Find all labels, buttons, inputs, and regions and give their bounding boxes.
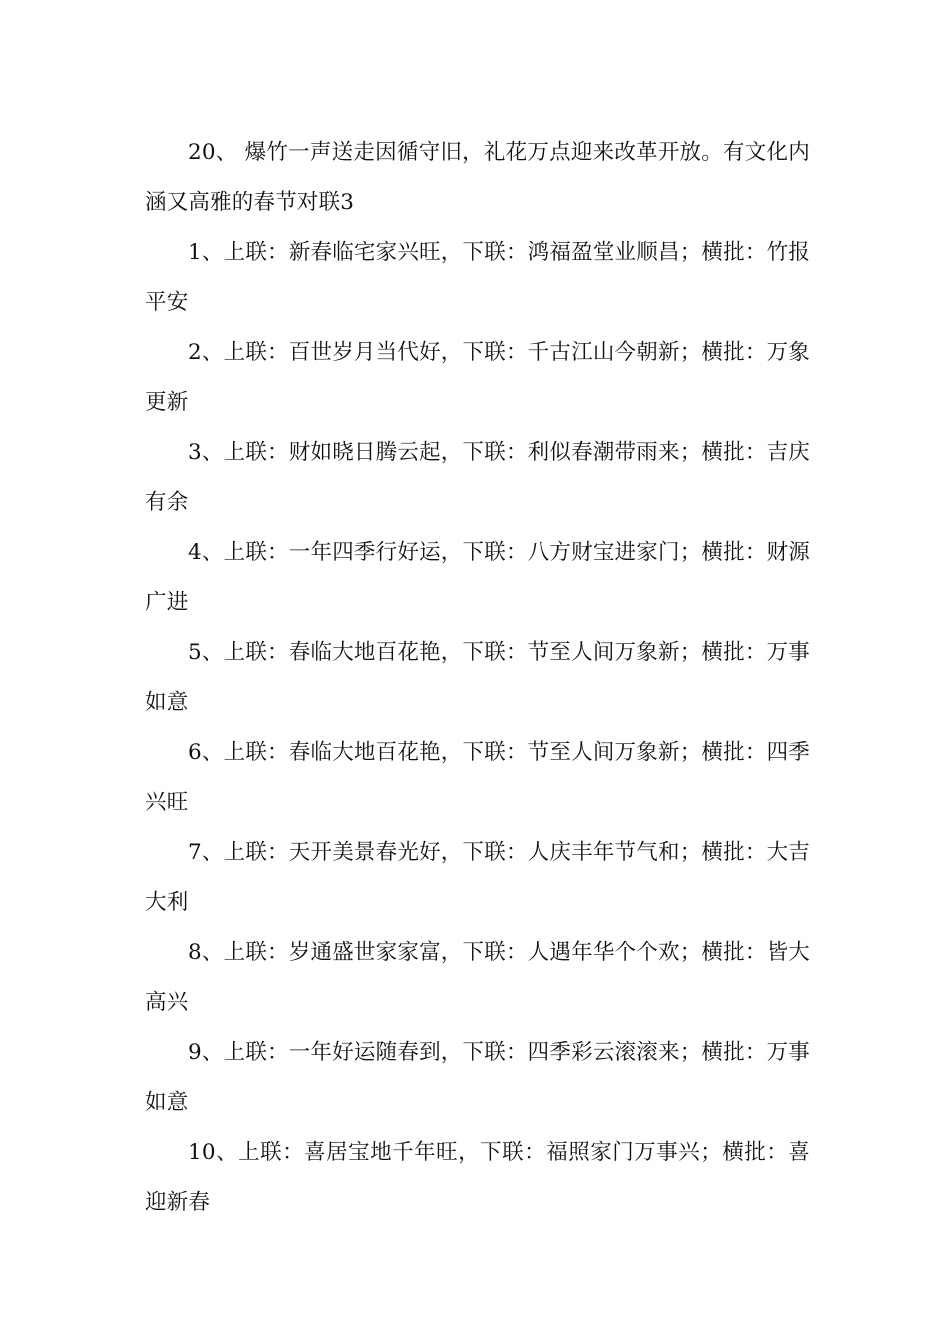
couplet-item-9: 9、上联：一年好运随春到，下联：四季彩云滚滚来；横批：万事如意: [145, 1040, 810, 1115]
couplet-item-10: 10、上联：喜居宝地千年旺，下联：福照家门万事兴；横批：喜迎新春: [145, 1140, 810, 1215]
couplet-item-6: 6、上联：春临大地百花艳，下联：节至人间万象新；横批：四季兴旺: [145, 740, 810, 815]
couplet-item-3: 3、上联：财如晓日腾云起，下联：利似春潮带雨来；横批：吉庆有余: [145, 440, 810, 515]
couplet-item-2: 2、上联：百世岁月当代好，下联：千古江山今朝新；横批：万象更新: [145, 340, 810, 415]
couplet-item-1: 1、上联：新春临宅家兴旺，下联：鸿福盈堂业顺昌；横批：竹报平安: [145, 240, 810, 315]
couplet-item-8: 8、上联：岁通盛世家家富，下联：人遇年华个个欢；横批：皆大高兴: [145, 940, 810, 1015]
document-body: [145, 128, 810, 1228]
paragraph-item-20: 20、 爆竹一声送走因循守旧，礼花万点迎来改革开放。有文化内涵又高雅的春节对联3: [145, 140, 810, 215]
couplet-item-7: 7、上联：天开美景春光好，下联：人庆丰年节气和；横批：大吉大利: [145, 840, 810, 915]
couplet-item-4: 4、上联：一年四季行好运，下联：八方财宝进家门；横批：财源广进: [145, 540, 810, 615]
couplet-item-5: 5、上联：春临大地百花艳，下联：节至人间万象新；横批：万事如意: [145, 640, 810, 715]
